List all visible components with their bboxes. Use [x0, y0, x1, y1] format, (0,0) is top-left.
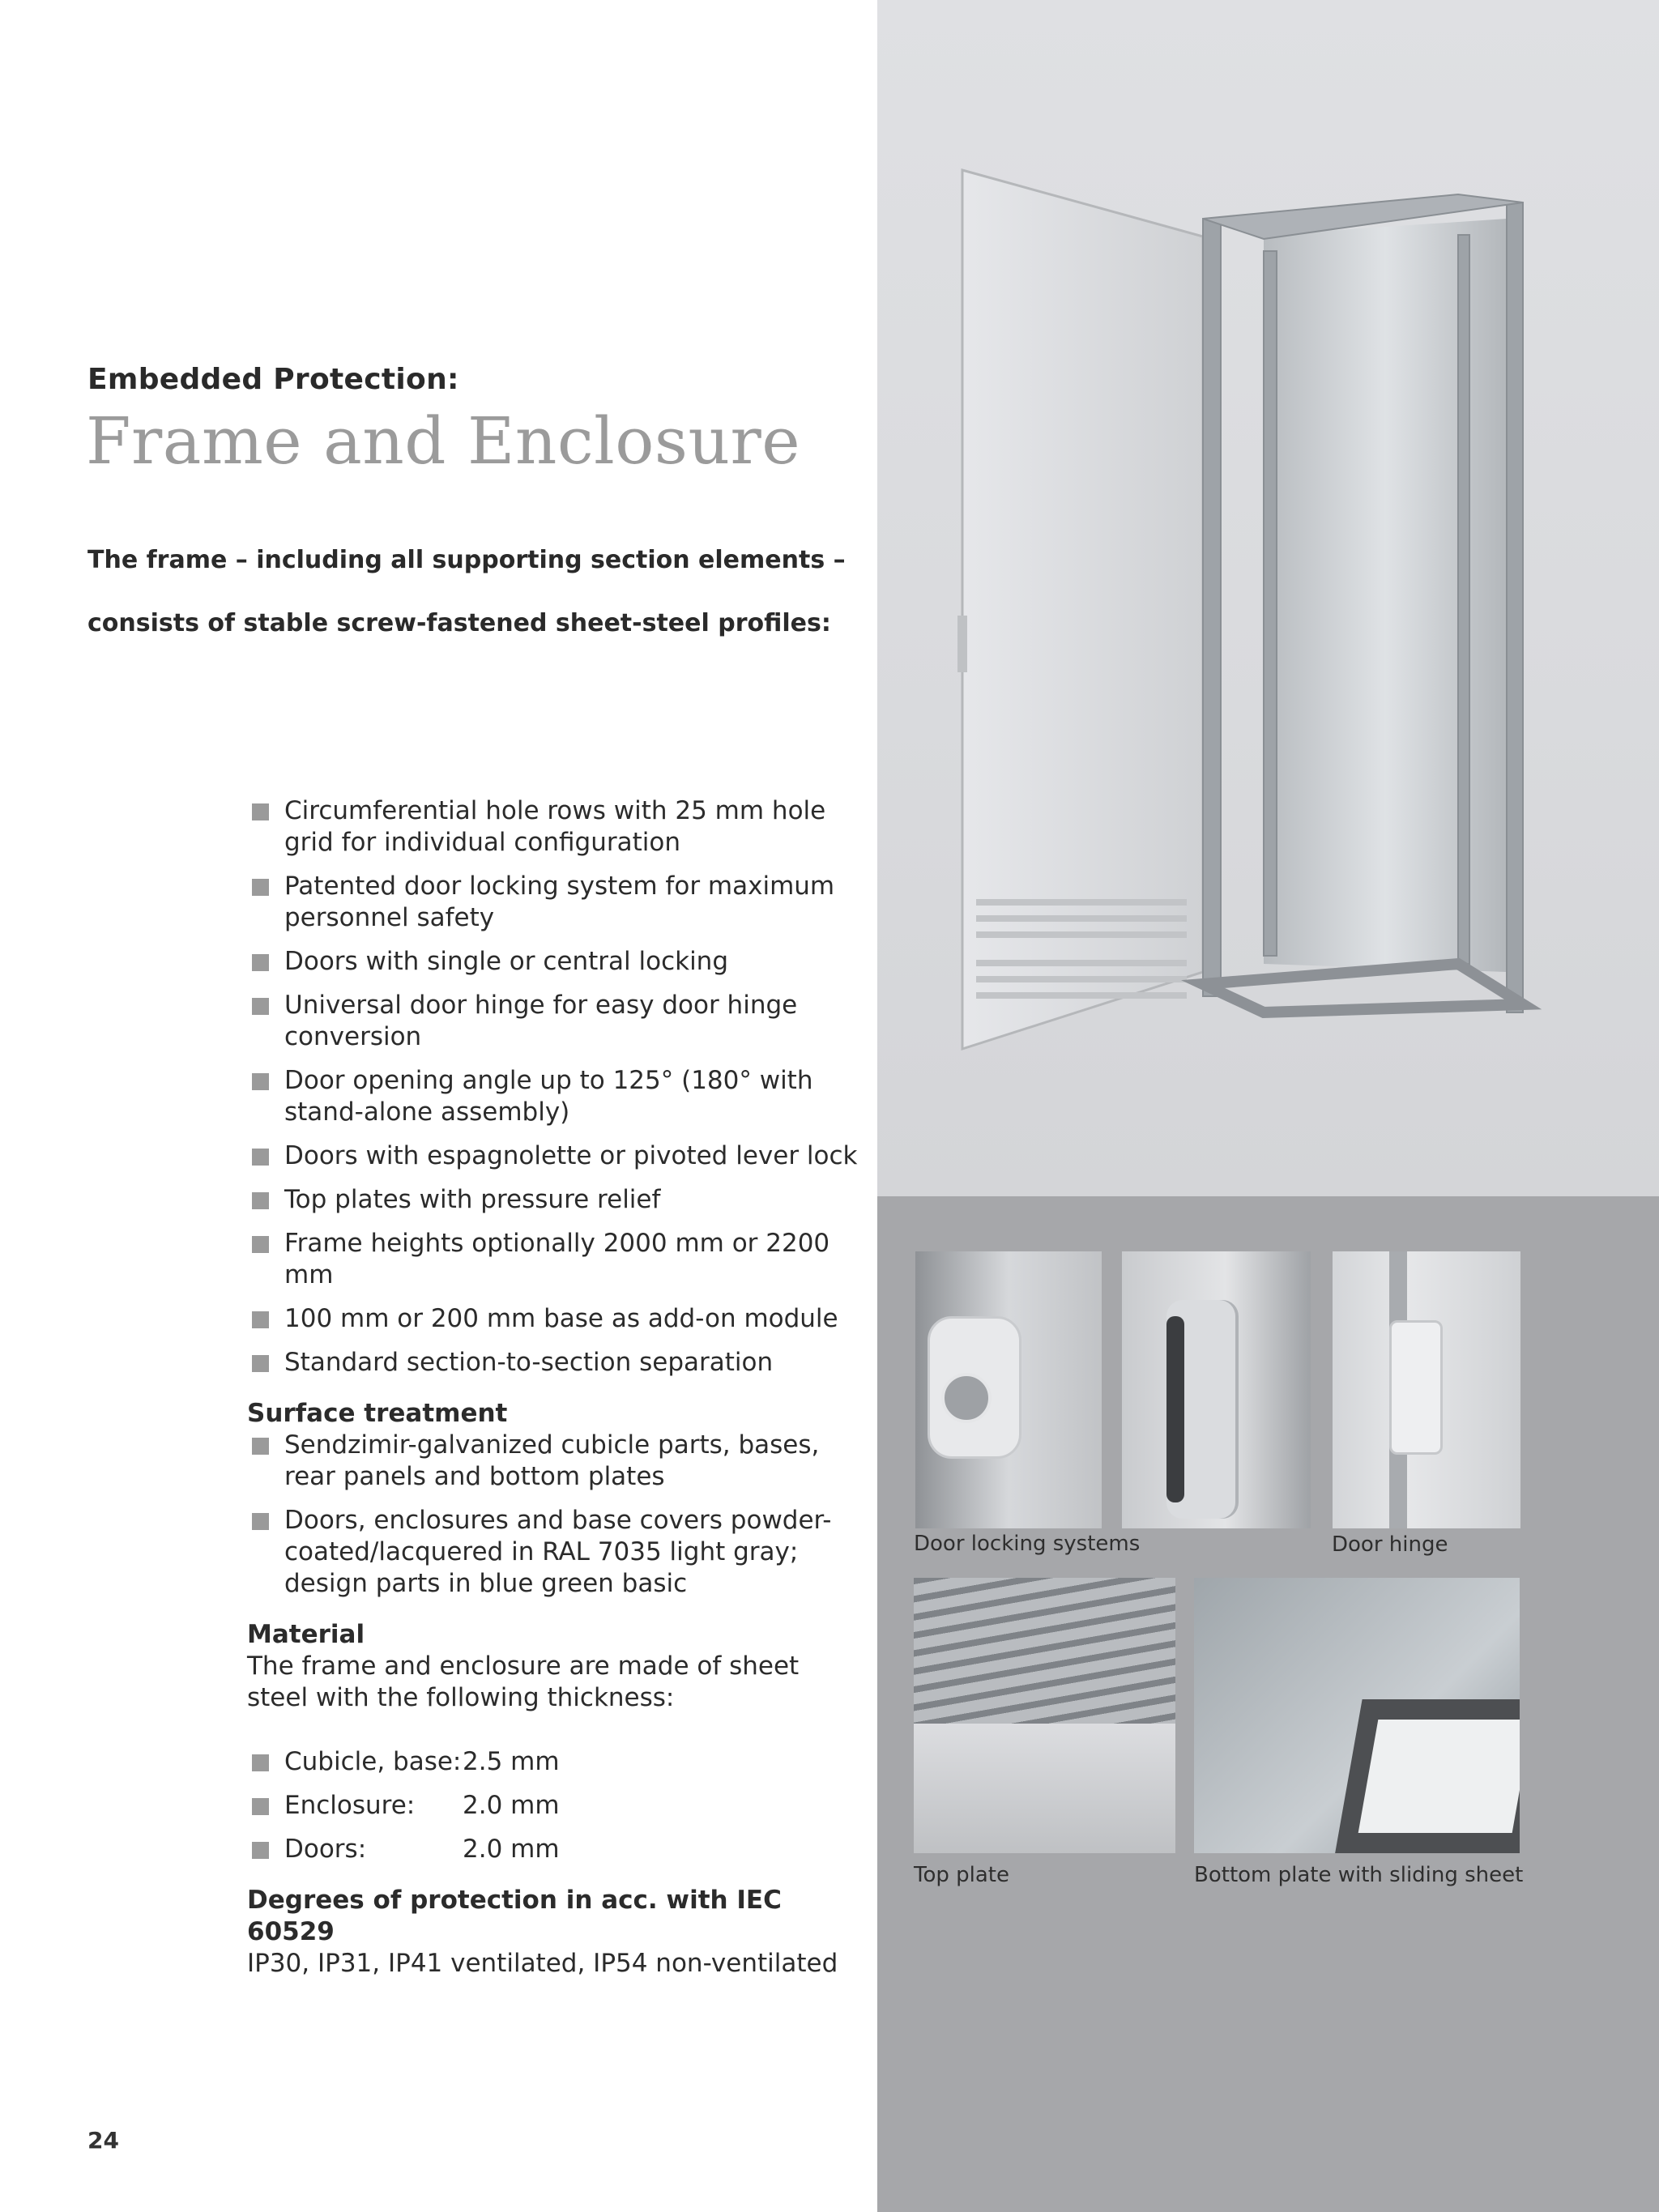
- feature-content: [247, 795, 863, 1980]
- list-item: Sendzimir-galvanized cubicle parts, bases, rear panels and bottom plates: [247, 1430, 863, 1493]
- list-item: Doors with single or central locking: [247, 946, 863, 978]
- bullet-square-icon: [252, 998, 269, 1015]
- list-item: Top plates with pressure relief: [247, 1184, 863, 1216]
- bullet-square-icon: [252, 954, 269, 971]
- caption-bottom-plate: Bottom plate with sliding sheet: [1194, 1863, 1524, 1887]
- list-item: Frame heights optionally 2000 mm or 2200 mm: [247, 1228, 863, 1291]
- cabinet-illustration: [940, 162, 1555, 1077]
- section-eyebrow: Embedded Protection:: [87, 363, 459, 396]
- material-heading: Material: [247, 1620, 365, 1649]
- bullet-square-icon: [252, 1754, 269, 1771]
- list-item: Doors with espagnolette or pivoted lever lock: [247, 1140, 863, 1172]
- bullet-square-icon: [252, 1073, 269, 1090]
- bullet-square-icon: [252, 1355, 269, 1372]
- list-item: Doors, enclosures and base covers powder-coated/lacquered in RAL 7035 light gray; design parts in blue green basic: [247, 1505, 863, 1600]
- top-plate-photo: [914, 1578, 1175, 1853]
- bullet-square-icon: [252, 1236, 269, 1253]
- protection-heading: Degrees of protection in acc. with IEC 60529: [247, 1886, 782, 1946]
- surface-treatment-heading: Surface treatment: [247, 1399, 508, 1428]
- page-number: 24: [87, 2127, 119, 2154]
- door-hinge-photo: [1333, 1251, 1520, 1528]
- caption-door-locking: Door locking systems: [914, 1532, 1141, 1556]
- list-item: Cubicle, base: 2.5 mm: [247, 1746, 863, 1778]
- feature-list: [247, 795, 863, 1379]
- bottom-plate-photo: [1194, 1578, 1520, 1853]
- list-item: Standard section-to-section separation: [247, 1347, 863, 1379]
- list-item: Patented door locking system for maximum personnel safety: [247, 871, 863, 934]
- bullet-square-icon: [252, 1513, 269, 1530]
- list-item: Circumferential hole rows with 25 mm hole grid for individual configuration: [247, 795, 863, 859]
- bullet-square-icon: [252, 1842, 269, 1859]
- bullet-square-icon: [252, 803, 269, 820]
- bullet-square-icon: [252, 1149, 269, 1166]
- intro-line-2: consists of stable screw-fastened sheet-steel profiles:: [87, 609, 831, 637]
- list-item: 100 mm or 200 mm base as add-on module: [247, 1303, 863, 1335]
- list-item: Door opening angle up to 125° (180° with stand-alone assembly): [247, 1065, 863, 1128]
- surface-treatment-list: [247, 1430, 863, 1600]
- door-lock-photo-2: [1122, 1251, 1311, 1528]
- bullet-square-icon: [252, 879, 269, 896]
- bullet-square-icon: [252, 1311, 269, 1328]
- surface-treatment-section: [247, 1398, 863, 1600]
- list-item: Doors: 2.0 mm: [247, 1834, 863, 1865]
- protection-text: IP30, IP31, IP41 ventilated, IP54 non-ventilated: [247, 1949, 838, 1978]
- page-title: Frame and Enclosure: [86, 403, 801, 479]
- bullet-square-icon: [252, 1798, 269, 1815]
- material-section: [247, 1619, 863, 1865]
- intro-line-1: The frame – including all supporting section elements –: [87, 546, 846, 574]
- bullet-square-icon: [252, 1192, 269, 1209]
- caption-door-hinge: Door hinge: [1332, 1532, 1448, 1557]
- door-lock-photo-1: [915, 1251, 1102, 1528]
- list-item: Enclosure: 2.0 mm: [247, 1790, 863, 1822]
- protection-section: [247, 1885, 863, 1980]
- material-text: The frame and enclosure are made of sheet steel with the following thickness:: [247, 1652, 800, 1712]
- material-spec-list: [247, 1746, 863, 1865]
- bullet-square-icon: [252, 1438, 269, 1455]
- caption-top-plate: Top plate: [914, 1863, 1009, 1887]
- list-item: Universal door hinge for easy door hinge conversion: [247, 990, 863, 1053]
